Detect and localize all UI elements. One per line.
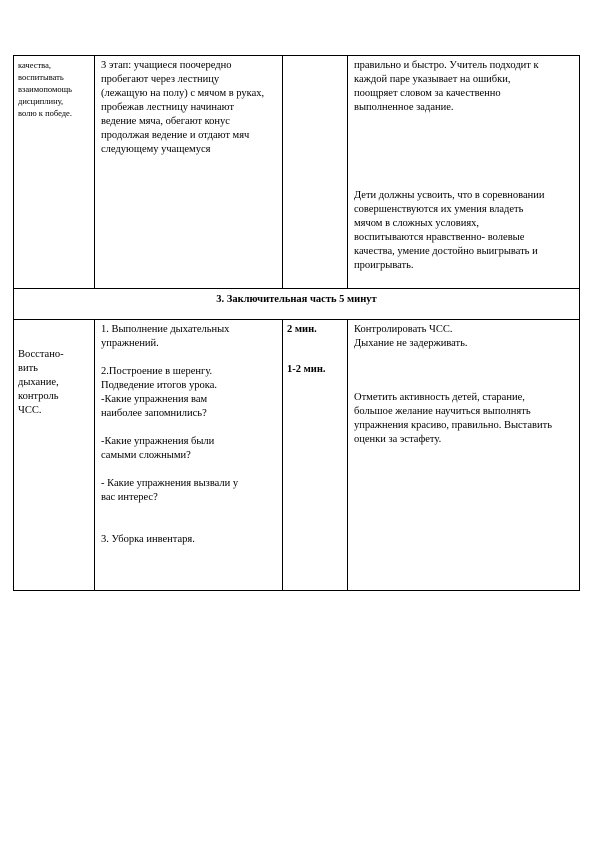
final-dosage-cell	[283, 320, 348, 591]
table-row-final-part	[14, 320, 580, 591]
dosage-cell	[283, 56, 348, 289]
assessment-text: Отметить активность детей, старание, большое желание научиться выполнять упражнения красиво, правильно. Выставить оценки за эстафету.	[354, 392, 552, 445]
goals-text: качества, воспитывать взаимопомощь дисциплину, волю к победе.	[18, 60, 73, 118]
section-title: 3. Заключительная часть 5 минут	[216, 294, 377, 305]
teacher-feedback-text: правильно и быстро. Учитель подходит к каждой паре указывает на ошибки, поощряет словом за качественно выполненное задание.	[354, 60, 539, 113]
content-cell	[95, 56, 283, 289]
learning-outcome-text: Дети должны усвоить, что в соревновании совершенствуются их умения владеть мячом в сложных условиях, воспитываются нравственно- волевые качества, умение достойно выигрывать и проигрывать.	[354, 190, 545, 271]
hardest-exercises-question: -Какие упражнения были самыми сложными?	[101, 436, 215, 461]
table-row-relay-stage	[14, 56, 580, 289]
table-row-section	[14, 289, 580, 320]
lesson-plan-table	[13, 55, 580, 591]
dosage-breathing: 2 мин.	[287, 324, 317, 335]
final-goals-cell	[14, 320, 95, 591]
final-content-cell	[95, 320, 283, 591]
final-goals-text: Восстано- вить дыхание, контроль ЧСС.	[18, 349, 64, 416]
summary-item: 2.Построение в шеренгу. Подведение итогов урока. -Какие упражнения вам наиболее запомнились?	[101, 366, 217, 419]
interest-question: - Какие упражнения вызвали у вас интерес?	[101, 478, 239, 503]
stage-3-text: 3 этап: учащиеся поочередно пробегают через лестницу (лежащую на полу) с мячом в руках, пробежав лестницу начинают ведение мяча, обегают конус продолжая ведение и отдают мяч следующему учащемуся	[101, 60, 265, 155]
section-title-cell	[14, 289, 580, 320]
dosage-summary: 1-2 мин.	[287, 364, 326, 375]
hr-control-text: Контролировать ЧСС. Дыхание не задерживать.	[354, 324, 468, 349]
breathing-exercises-item: 1. Выполнение дыхательных упражнений.	[101, 324, 230, 349]
goals-cell	[14, 56, 95, 289]
guidelines-cell	[348, 56, 580, 289]
cleanup-item: 3. Уборка инвентаря.	[101, 534, 195, 545]
final-guidelines-cell	[348, 320, 580, 591]
